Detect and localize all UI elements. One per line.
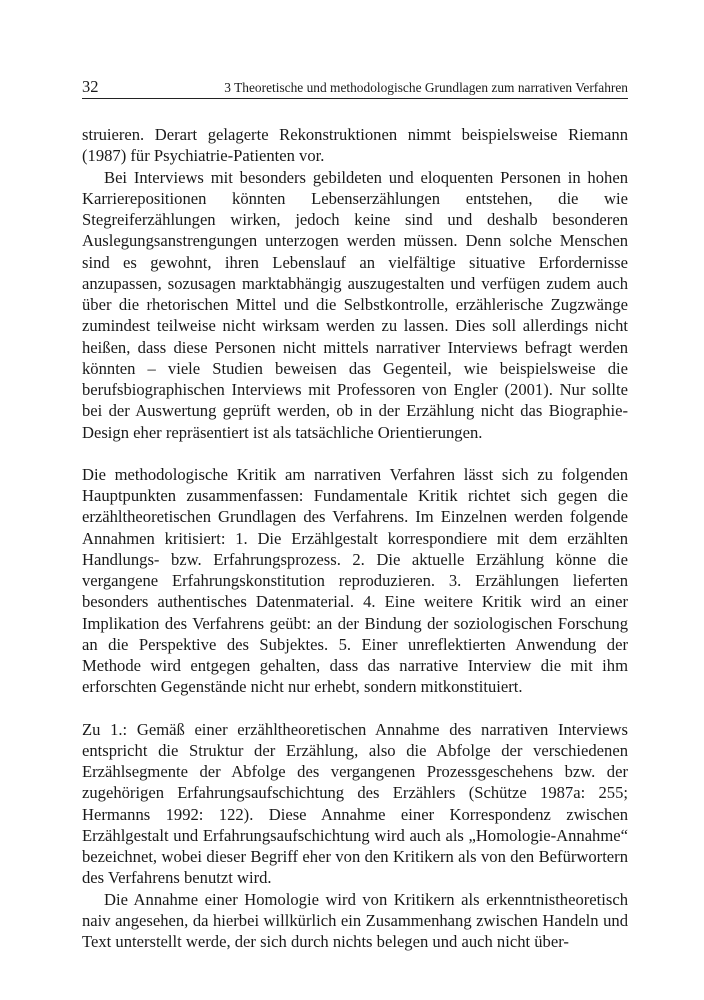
paragraph-methodological-critique: Die methodologische Kritik am narrativen Verfahren lässt sich zu folgenden Hauptpunkten zusammenfassen: Fundamentale Kritik richtet sich gegen die erzähltheoretischen Grundlagen des Verfahrens. Im Einzelnen werden folgende Annahmen kritisiert: 1. Die Erzählgestalt korrespondiere mit dem erzählten Handlungs- bzw. Erfahrungsprozess. 2. Die aktuelle Erzählung könne die vergangene Erfahrungskonstitution reproduzieren. 3. Erzählungen lieferten besonders authentisches Datenmaterial. 4. Eine weitere Kritik wird an einer Implikation des Verfahrens geübt: an der Bindung der soziologischen Forschung an die Perspektive des Subjektes. 5. Einer unreflektierten Anwendung der Methode wird entgegen gehalten, dass das narrative Interview die mit ihm erforschten Gegenstände nicht nur erhebt, sondern mitkonstituiert. — [82, 464, 628, 697]
running-header — [82, 76, 628, 99]
paragraph-interviews-elites: Bei Interviews mit besonders gebildeten und eloquenten Personen in hohen Karrierepositionen könnten Lebenserzählungen entstehen, die wie Stegreiferzählungen wirken, jedoch keine sind und deshalb besonderen Auslegungsanstrengungen unterzogen werden müssen. Denn solche Menschen sind es gewohnt, ihren Lebenslauf an vielfältige situative Erfordernisse anzupassen, sozusagen marktabhängig auszugestalten und verfügen zudem auch über die rhetorischen Mittel und die Selbstkontrolle, erzählerische Zugzwänge zumindest teilweise nicht wirksam werden zu lassen. Dies soll allerdings nicht heißen, dass diese Personen nicht mittels narrativer Interviews befragt werden könnten – viele Studien beweisen das Gegenteil, wie beispielsweise die berufsbiographischen Interviews mit Professoren von Engler (2001). Nur sollte bei der Auswertung geprüft werden, ob in der Erzählung nicht das Biographie-Design eher repräsentiert ist als tatsächliche Orientierungen. — [82, 167, 628, 442]
paragraph-continuation: struieren. Derart gelagerte Rekonstruktionen nimmt beispielsweise Riemann (1987) für Psychiatrie-Patienten vor. — [82, 125, 628, 166]
paragraph-homology-assumption: Zu 1.: Gemäß einer erzähltheoretischen Annahme des narrativen Interviews entspricht die Struktur der Erzählung, also die Abfolge der verschiedenen Erzählsegmente der Abfolge des vergangenen Prozessgeschehens bzw. der zugehörigen Erfahrungsaufschichtung des Erzählers (Schütze 1987a: 255; Hermanns 1992: 122). Diese Annahme einer Korrespondenz zwischen Erzählgestalt und Erfahrungsaufschichtung wird auch als „Homologie-Annahme“ bezeichnet, wobei dieser Begriff eher von den Kritikern als von den Befürwortern des Verfahrens benutzt wird. — [82, 719, 628, 888]
page-number: 32 — [82, 77, 99, 96]
running-title: 3 Theoretische und methodologische Grundlagen zum narrativen Verfahren — [224, 80, 628, 95]
paragraph-homology-critique: Die Annahme einer Homologie wird von Kritikern als erkenntnistheoretisch naiv angesehen, da hierbei willkürlich ein Zusammenhang zwischen Handeln und Text unterstellt werde, der sich durch nichts belegen und auch nicht über- — [82, 889, 628, 951]
body-text — [82, 124, 628, 952]
